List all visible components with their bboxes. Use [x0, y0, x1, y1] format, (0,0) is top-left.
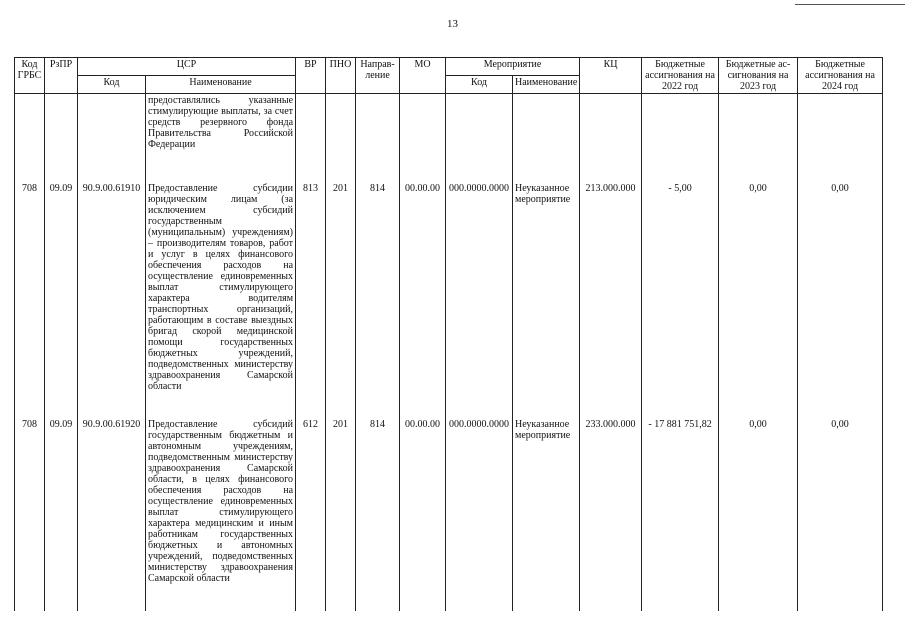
cell-budget-2024: 0,00	[798, 163, 883, 415]
header-meropriyatie: Мероприятие	[446, 58, 580, 76]
cell-mer-kod: 000.0000.0000	[446, 415, 513, 611]
cell-budget-2023: 0,00	[719, 415, 798, 611]
cell-vr: 813	[296, 163, 326, 415]
cell-rzpr: 09.09	[45, 415, 78, 611]
cell-mo: 00.00.00	[400, 415, 446, 611]
page-number: 13	[447, 18, 458, 30]
cell-kc: 213.000.000	[580, 163, 642, 415]
cell-csr-name: Предоставление субсидий государственным бюджетным и автономным учреждениям, подведомственным министерству здравоохранения Самарской области, в целях финансового обеспечения расходов на осуществление единовременных выплат стимулирующего характера медицинским и иным работникам государственных бюджетных и автономных учреждений, подведомственных министерству здравоохранения Самарской области	[146, 415, 296, 611]
cell-csr-kod: 90.9.00.61920	[78, 415, 146, 611]
header-vr: ВР	[296, 58, 326, 94]
header-kc: КЦ	[580, 58, 642, 94]
cell-kod-grbs: 708	[15, 415, 45, 611]
cell-csr-kod: 90.9.00.61910	[78, 163, 146, 415]
cell-kc: 233.000.000	[580, 415, 642, 611]
cell-budget-2022: - 17 881 751,82	[642, 415, 719, 611]
header-mo: МО	[400, 58, 446, 94]
cell-budget-2023: 0,00	[719, 163, 798, 415]
table-row	[15, 163, 883, 415]
cell-napravlenie: 814	[356, 415, 400, 611]
cell-pno: 201	[326, 415, 356, 611]
header-csr-kod: Код	[78, 76, 146, 94]
table-row	[15, 94, 883, 164]
header-mer-kod: Код	[446, 76, 513, 94]
cell-mer-name: Неуказанное мероприятие	[513, 415, 580, 611]
cell-csr-name: Предоставление субсидии юридическим лицам (за исключением субсидий государственным (муниципальным) учреждениям) – производителям товаров, работ и услуг в целях финансового обеспечения расходов на осуществление единовременных выплат стимулирующего характера водителям транспортных организаций, работающим в составе выездных бригад скорой медицинской помощи государственных бюджетных учреждений, подведомственных министерству здравоохранения Самарской области	[146, 163, 296, 415]
header-napravlenie: Направ-ление	[356, 58, 400, 94]
cell-mo: 00.00.00	[400, 163, 446, 415]
header-pno: ПНО	[326, 58, 356, 94]
cell-budget-2024: 0,00	[798, 415, 883, 611]
header-mer-name: Наименование	[513, 76, 580, 94]
cell-mer-kod: 000.0000.0000	[446, 163, 513, 415]
budget-table	[14, 57, 883, 611]
cell-vr: 612	[296, 415, 326, 611]
header-rzpr: РзПР	[45, 58, 78, 94]
cell-budget-2022: - 5,00	[642, 163, 719, 415]
table-row	[15, 415, 883, 611]
header-csr-name: Наименование	[146, 76, 296, 94]
continuation-text: предоставлялись указанные стимулирующие выплаты, за счет средств резервного фонда Правительства Российской Федерации	[146, 94, 296, 164]
header-budget-2023: Бюджетные ас-сигнования на 2023 год	[719, 58, 798, 94]
cell-pno: 201	[326, 163, 356, 415]
header-kod-grbs: Код ГРБС	[15, 58, 45, 94]
top-rule	[795, 4, 905, 5]
header-budget-2022: Бюджетные ассигнования на 2022 год	[642, 58, 719, 94]
cell-rzpr: 09.09	[45, 163, 78, 415]
cell-napravlenie: 814	[356, 163, 400, 415]
cell-kod-grbs: 708	[15, 163, 45, 415]
header-budget-2024: Бюджетные ассигнования на 2024 год	[798, 58, 883, 94]
cell-mer-name: Неуказанное мероприятие	[513, 163, 580, 415]
header-csr: ЦСР	[78, 58, 296, 76]
